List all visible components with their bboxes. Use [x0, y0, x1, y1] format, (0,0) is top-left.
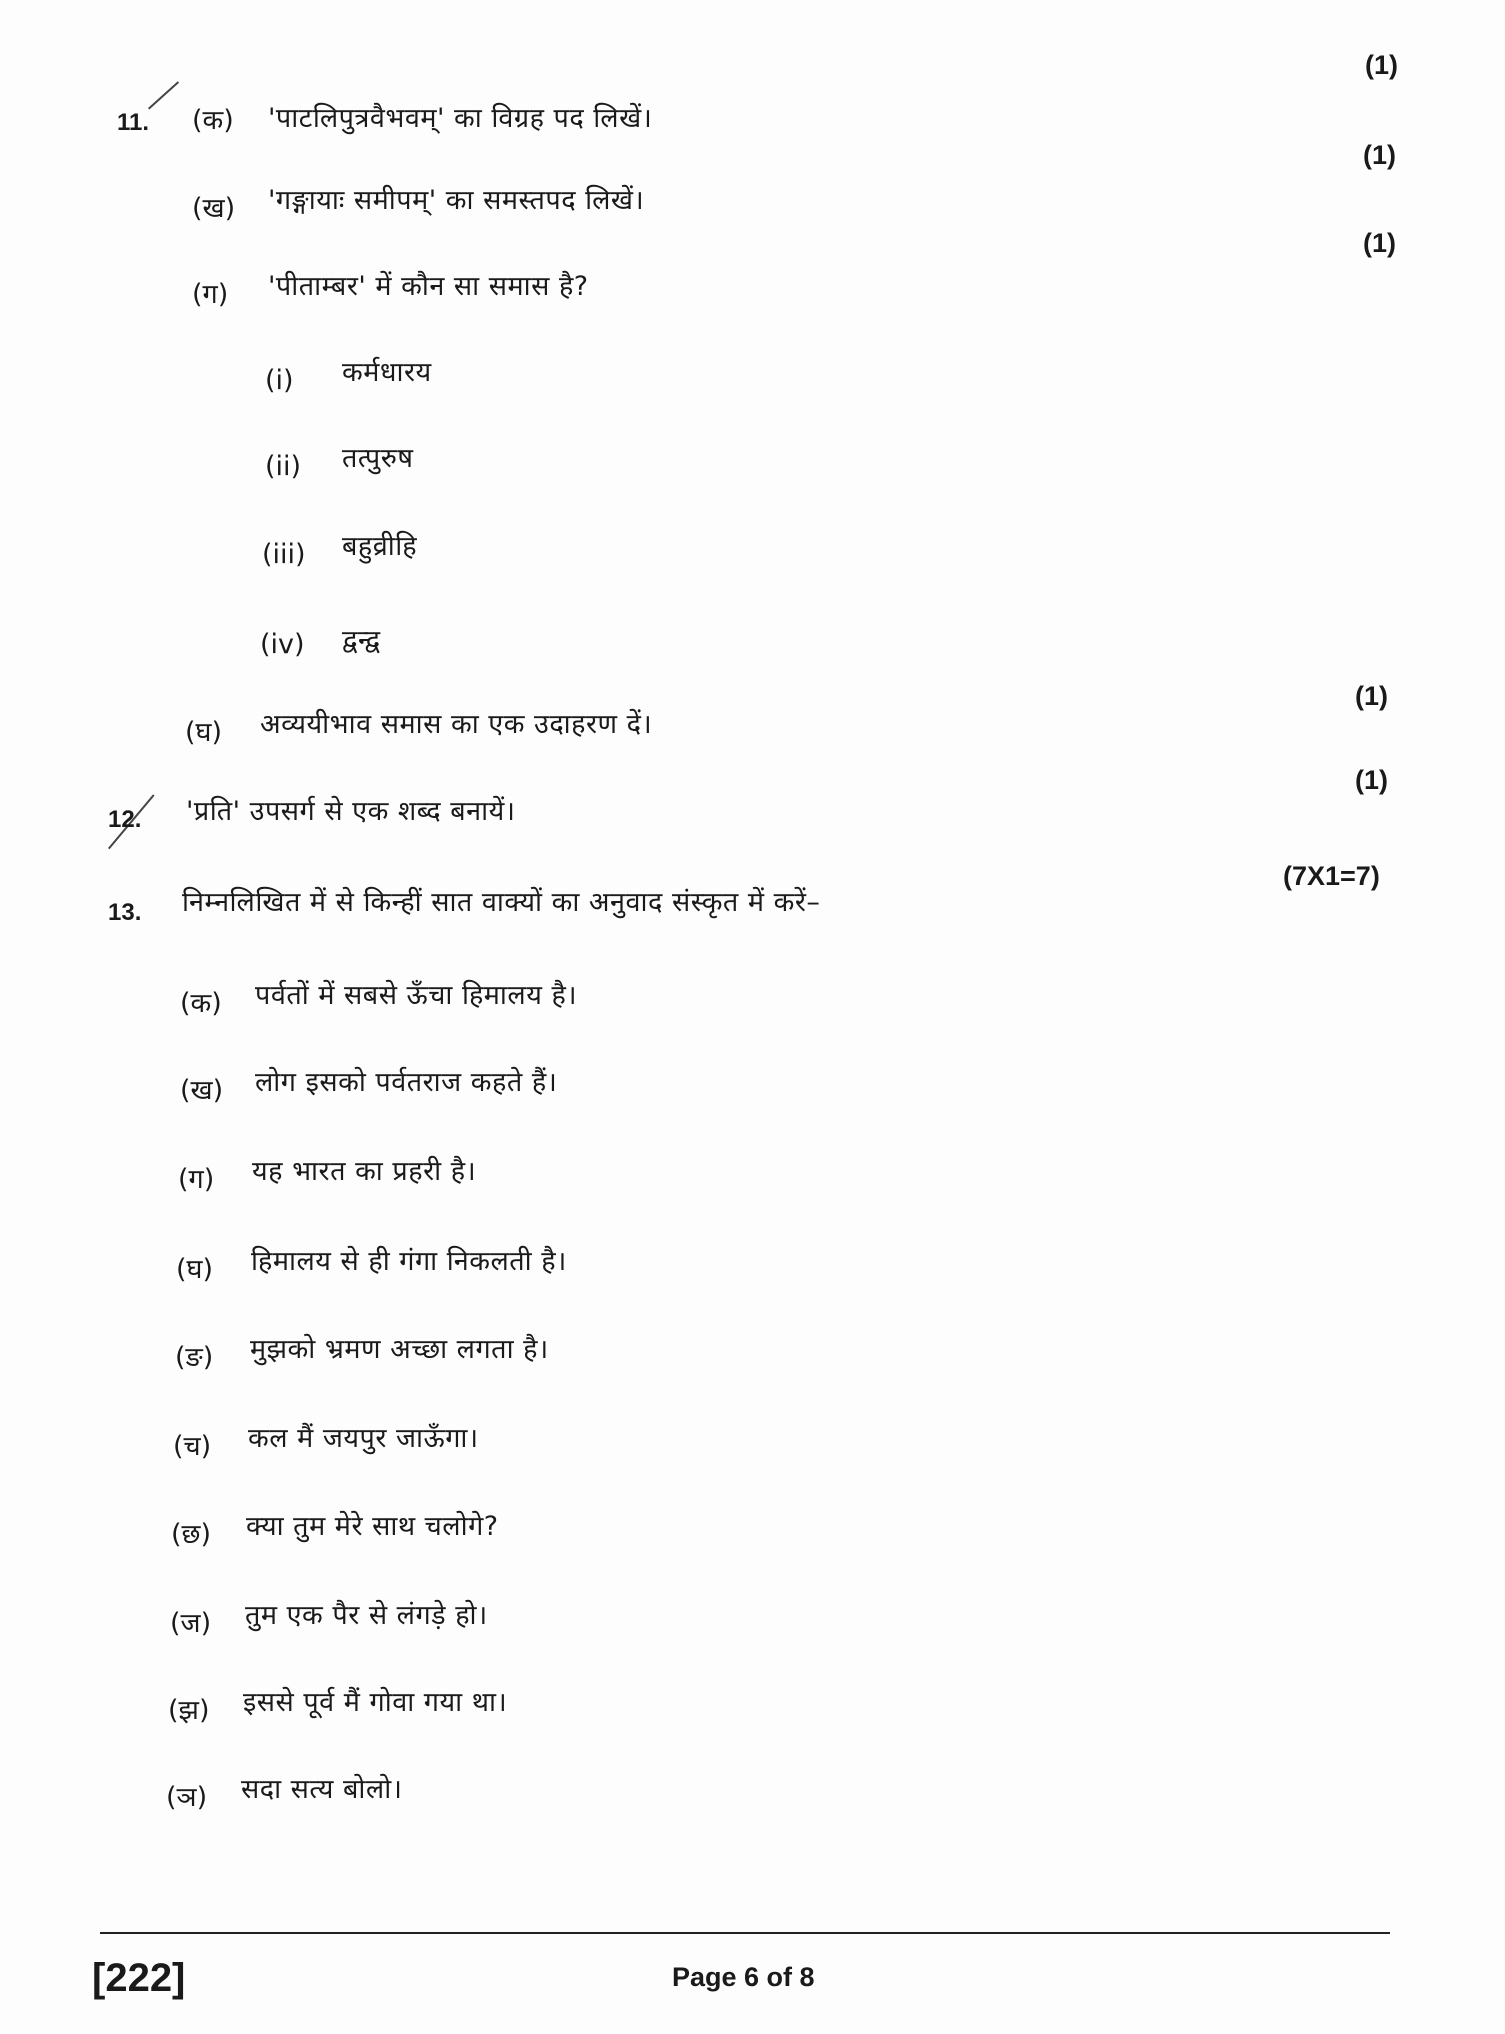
- q13-item-text: पर्वतों में सबसे ऊँचा हिमालय है।: [255, 980, 578, 1011]
- q11c-option-text: कर्मधारय: [342, 357, 432, 388]
- question-number-13: 13.: [108, 899, 142, 926]
- q13-item-text: मुझको भ्रमण अच्छा लगता है।: [250, 1334, 549, 1365]
- q13-item-label: (ज): [170, 1608, 212, 1639]
- q13-item-label: (झ): [168, 1695, 210, 1726]
- q11d-text: अव्ययीभाव समास का एक उदाहरण दें।: [260, 709, 653, 740]
- q11b-label: (ख): [192, 193, 236, 224]
- q13-text: निम्नलिखित में से किन्हीं सात वाक्यों का अनुवाद संस्कृत में करें–: [182, 887, 821, 918]
- q13-item-label: (घ): [176, 1254, 214, 1285]
- q13-item-text: लोग इसको पर्वतराज कहते हैं।: [255, 1067, 558, 1098]
- q13-item-text: क्या तुम मेरे साथ चलोगे?: [246, 1511, 499, 1542]
- q13-item-text: हिमालय से ही गंगा निकलती है।: [251, 1246, 567, 1277]
- q13-item-label: (क): [180, 988, 222, 1019]
- q11c-option-label: (iv): [260, 629, 305, 660]
- marks-q11d: (1): [1355, 681, 1388, 711]
- question-number-12: 12.: [108, 806, 142, 833]
- q11a-label: (क): [192, 105, 234, 136]
- q13-item-label: (च): [173, 1431, 212, 1462]
- q11c-option-label: (iii): [262, 539, 306, 570]
- paper-code: [222]: [92, 1956, 186, 2000]
- q11b-text: 'गङ्गायाः समीपम्' का समस्तपद लिखें।: [268, 185, 645, 216]
- footer-divider: [100, 1932, 1390, 1934]
- q13-item-label: (छ): [171, 1519, 211, 1550]
- q11c-option-text: द्वन्द्व: [342, 625, 381, 656]
- q13-item-label: (ङ): [175, 1342, 214, 1373]
- q13-item-text: इससे पूर्व मैं गोवा गया था।: [243, 1687, 508, 1718]
- marks-q11a: (1): [1365, 50, 1398, 80]
- question-number-11: 11.: [117, 109, 150, 136]
- page-number: Page 6 of 8: [672, 1962, 815, 1992]
- q13-item-text: सदा सत्य बोलो।: [241, 1774, 403, 1805]
- q11c-label: (ग): [192, 279, 229, 310]
- q11c-option-label: (i): [265, 365, 294, 396]
- q12-text: 'प्रति' उपसर्ग से एक शब्द बनायें।: [186, 796, 516, 827]
- marks-q11c: (1): [1363, 228, 1396, 258]
- marks-q11b: (1): [1363, 140, 1396, 170]
- marks-q13: (7X1=7): [1283, 861, 1380, 891]
- check-mark: [148, 81, 179, 109]
- q11c-option-label: (ii): [265, 451, 302, 482]
- q11c-text: 'पीताम्बर' में कौन सा समास है?: [268, 271, 589, 302]
- q13-item-label: (ख): [180, 1075, 224, 1106]
- q11a-text: 'पाटलिपुत्रवैभवम्' का विग्रह पद लिखें।: [268, 103, 653, 134]
- q13-item-text: तुम एक पैर से लंगड़े हो।: [245, 1600, 488, 1631]
- q11c-option-text: बहुव्रीहि: [342, 531, 418, 562]
- q11c-option-text: तत्पुरुष: [342, 443, 414, 474]
- q13-item-label: (ञ): [166, 1782, 208, 1813]
- q13-item-label: (ग): [178, 1164, 215, 1195]
- q13-item-text: कल मैं जयपुर जाऊँगा।: [248, 1423, 479, 1454]
- q11d-label: (घ): [185, 717, 223, 748]
- q13-item-text: यह भारत का प्रहरी है।: [252, 1156, 477, 1187]
- marks-q12: (1): [1355, 765, 1388, 795]
